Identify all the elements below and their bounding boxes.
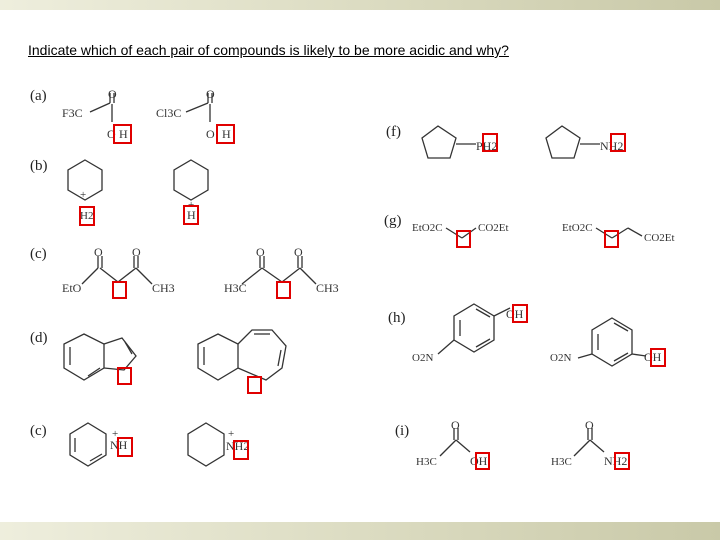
highlight-box: [79, 206, 95, 226]
label-co2et: CO2Et: [478, 222, 509, 234]
label-oxygen: O: [256, 245, 265, 259]
label-nh2: NH2: [600, 139, 624, 153]
label-oxygen: O: [294, 245, 303, 259]
highlight-box: [216, 124, 235, 144]
label-oxygen: O: [132, 245, 141, 259]
highlight-box: [233, 440, 249, 460]
label-oxygen: O: [94, 245, 103, 259]
label-nh2: NH2: [226, 439, 250, 453]
highlight-box: [650, 348, 666, 367]
label-plus: +: [112, 428, 119, 440]
part-label-a: (a): [30, 88, 47, 104]
part-label-h: (h): [388, 310, 406, 326]
highlight-box: [276, 281, 291, 299]
highlight-box: [183, 205, 199, 225]
label-h: H: [119, 127, 128, 141]
label-plus: +: [188, 199, 195, 211]
label-h: H: [222, 127, 231, 141]
label-eto2c: EtO2C: [562, 222, 593, 234]
highlight-box: [247, 376, 262, 394]
part-label-c: (c): [30, 246, 47, 262]
label-co2et: CO2Et: [644, 232, 675, 244]
label-oxygen: O: [451, 418, 460, 432]
label-oxygen: O: [108, 87, 117, 101]
label-h2: H2: [80, 210, 94, 222]
part-label-g: (g): [384, 213, 402, 229]
label-ch3: CH3: [152, 281, 175, 295]
highlight-box: [117, 437, 133, 457]
label-nh2: NH2: [604, 454, 628, 468]
label-o2n: O2N: [412, 352, 434, 364]
label-ch3: CH3: [316, 281, 339, 295]
label-h3c: H3C: [224, 281, 247, 295]
label-oh: OH: [470, 454, 488, 468]
question-title: Indicate which of each pair of compounds is likely to be more acidic and why?: [28, 42, 509, 58]
label-f3c: F3C: [62, 106, 83, 120]
label-h3c: H3C: [551, 456, 572, 468]
highlight-box: [604, 230, 619, 248]
highlight-box: [475, 452, 490, 470]
label-h: H: [187, 208, 196, 222]
label-cl3c: Cl3C: [156, 106, 182, 120]
part-label-e: (c): [30, 423, 47, 439]
label-oh: OH: [506, 307, 524, 321]
label-plus: +: [80, 189, 87, 201]
label-eto: EtO: [62, 281, 82, 295]
highlight-box: [117, 367, 132, 385]
highlight-box: [112, 281, 127, 299]
part-label-i: (i): [395, 423, 410, 439]
label-ph2: PH2: [476, 139, 498, 153]
label-h3c: H3C: [416, 456, 437, 468]
label-oxygen: O: [206, 127, 215, 141]
label-nh: NH: [110, 438, 128, 452]
highlight-box: [512, 304, 528, 323]
label-oxygen: O: [206, 87, 215, 101]
part-label-b: (b): [30, 158, 48, 174]
highlight-box: [610, 133, 626, 152]
highlight-box: [482, 133, 498, 152]
part-label-d: (d): [30, 330, 48, 346]
label-oxygen: O: [107, 127, 116, 141]
label-oh: OH: [644, 350, 662, 364]
part-label-f: (f): [386, 124, 401, 140]
highlight-box: [614, 452, 630, 470]
label-plus: +: [228, 428, 235, 440]
label-o2n: O2N: [550, 352, 572, 364]
label-oxygen: O: [585, 418, 594, 432]
highlight-box: [113, 124, 132, 144]
label-eto2c: EtO2C: [412, 222, 443, 234]
highlight-box: [456, 230, 471, 248]
